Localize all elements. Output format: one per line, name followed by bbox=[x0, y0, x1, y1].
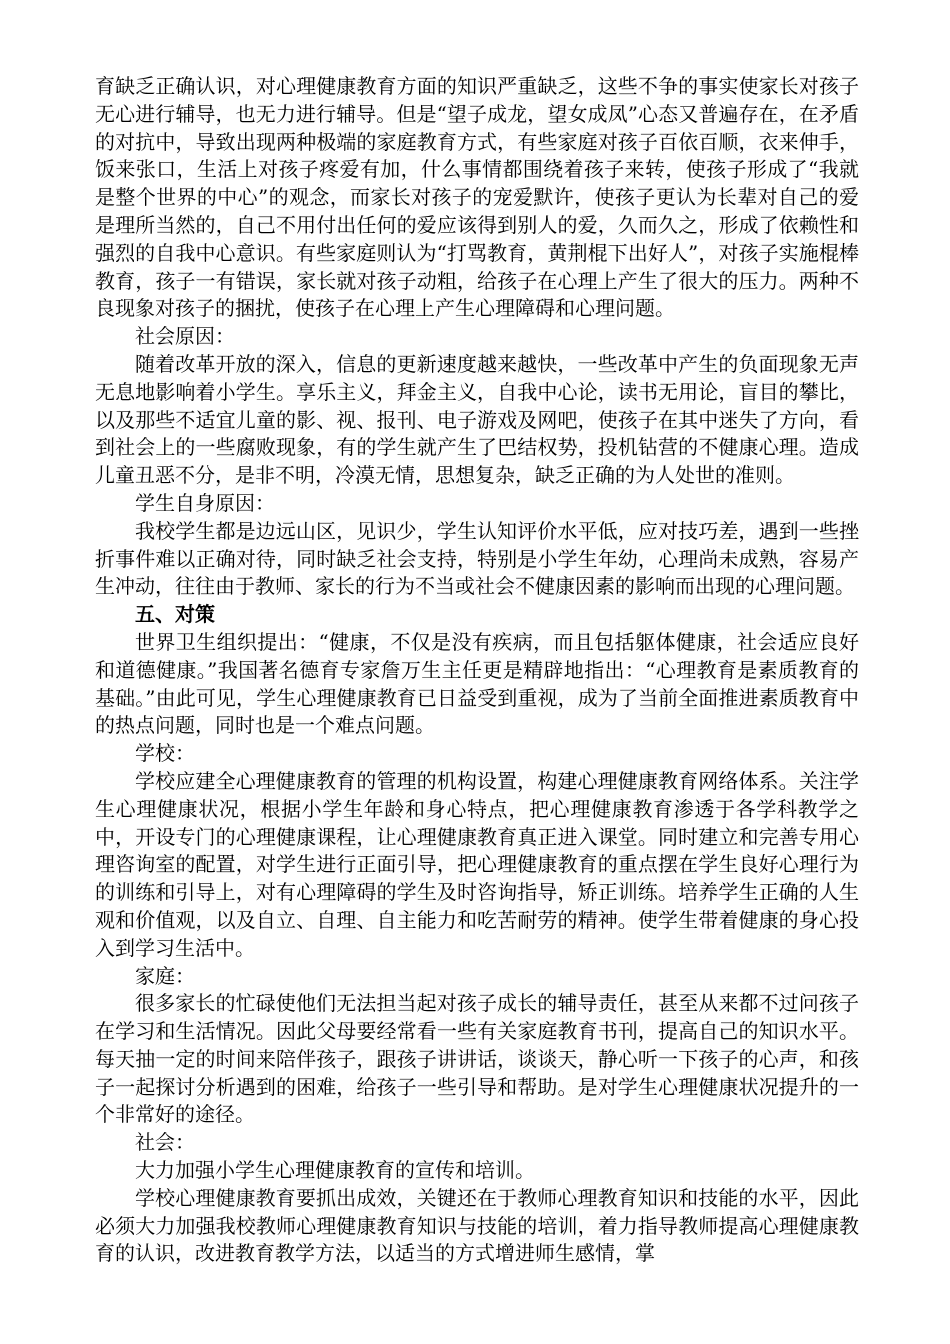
section-heading-countermeasures: 五、对策 bbox=[135, 602, 215, 627]
label-student-causes: 学生自身原因： bbox=[135, 490, 275, 515]
paragraph-social-causes: 随着改革开放的深入，信息的更新速度越来越快，一些改革中产生的负面现象无声无息地影响着小学生。享乐主义，拜金主义，自我中心论，读书无用论，盲目的攀比，以及那些不适宜儿童的影、视、报刊、电子游戏及网吧，使孩子在其中迷失了方向，看到社会上的一些腐败现象，有的学生就产生了巴结权势，投机钻营的不健康心理。造成儿童丑恶不分，是非不明，冷漠无情，思想复杂，缺乏正确的为人处世的准则。 bbox=[95, 351, 859, 488]
label-society: 社会： bbox=[135, 1130, 195, 1155]
paragraph-society-training: 大力加强小学生心理健康教育的宣传和培训。 bbox=[135, 1158, 535, 1183]
paragraph-school: 学校应建全心理健康教育的管理的机构设置，构建心理健康教育网络体系。关注学生心理健康状况，根据小学生年龄和身心特点，把心理健康教育渗透于各学科教学之中，开设专门的心理健康课程，让心理健康教育真正进入课堂。同时建立和完善专用心理咨询室的配置，对学生进行正面引导，把心理健康教育的重点摆在学生良好心理行为的训练和引导上，对有心理障碍的学生及时咨询指导，矫正训练。培养学生正确的人生观和价值观，以及自立、自理、自主能力和吃苦耐劳的精神。使学生带着健康的身心投入到学习生活中。 bbox=[95, 768, 859, 960]
paragraph-teacher-training: 学校心理健康教育要抓出成效，关键还在于教师心理教育知识和技能的水平，因此必须大力加强我校教师心理健康教育知识与技能的培训，着力指导教师提高心理健康教育的认识，改进教育教学方法，以适当的方式增进师生感情，掌 bbox=[95, 1185, 859, 1266]
paragraph-family: 很多家长的忙碌使他们无法担当起对孩子成长的辅导责任，甚至从来都不过问孩子在学习和生活情况。因此父母要经常看一些有关家庭教育书刊，提高自己的知识水平。每天抽一定的时间来陪伴孩子，跟孩子讲讲话，谈谈天，静心听一下孩子的心声，和孩子一起探讨分析遇到的困难，给孩子一些引导和帮助。是对学生心理健康状况提升的一个非常好的途径。 bbox=[95, 991, 859, 1127]
paragraph-student-causes: 我校学生都是边远山区，见识少，学生认知评价水平低，应对技巧差，遇到一些挫折事件难以正确对待，同时缺乏社会支持，特别是小学生年幼，心理尚未成熟，容易产生冲动，往往由于教师、家长的行为不当或社会不健康因素的影响而出现的心理问题。 bbox=[95, 518, 859, 599]
paragraph-countermeasures-intro: 世界卫生组织提出：“健康，不仅是没有疾病，而且包括躯体健康，社会适应良好和道德健康。”我国著名德育专家詹万生主任更是精辟地指出：“心理教育是素质教育的基础。”由此可见，学生心理健康教育已日益受到重视，成为了当前全面推进素质教育中的热点问题，同时也是一个难点问题。 bbox=[95, 629, 859, 738]
document-page bbox=[95, 73, 859, 1268]
label-family: 家庭： bbox=[135, 963, 195, 988]
label-school: 学校： bbox=[135, 741, 195, 766]
label-social-causes: 社会原因： bbox=[135, 324, 235, 349]
paragraph-family-causes-continued: 育缺乏正确认识，对心理健康教育方面的知识严重缺乏，这些不争的事实使家长对孩子无心进行辅导，也无力进行辅导。但是“望子成龙，望女成凤”心态又普遍存在，在矛盾的对抗中，导致出现两种极端的家庭教育方式，有些家庭对孩子百依百顺，衣来伸手，饭来张口，生活上对孩子疼爱有加，什么事情都围绕着孩子来转，使孩子形成了“我就是整个世界的中心”的观念，而家长对孩子的宠爱默许，使孩子更认为长辈对自己的爱是理所当然的，自己不用付出任何的爱应该得到别人的爱，久而久之，形成了依赖性和强烈的自我中心意识。有些家庭则认为“打骂教育，黄荆棍下出好人”，对孩子实施棍棒教育，孩子一有错误，家长就对孩子动粗，给孩子在心理上产生了很大的压力。两种不良现象对孩子的捆扰，使孩子在心理上产生心理障碍和心理问题。 bbox=[95, 74, 859, 321]
